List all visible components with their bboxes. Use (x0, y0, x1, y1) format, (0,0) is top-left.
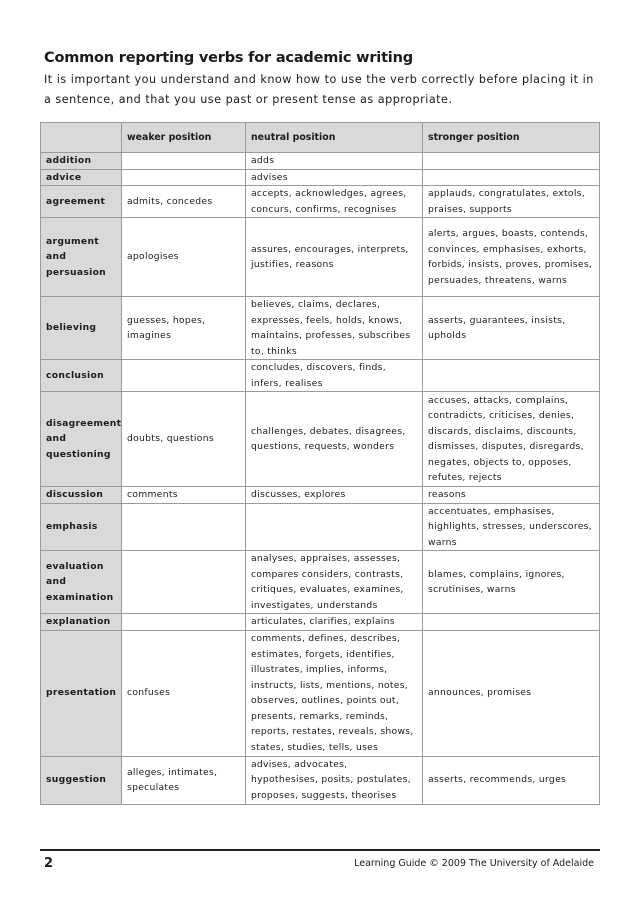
category-cell: suggestion (41, 756, 122, 804)
table-row (41, 614, 600, 631)
footer-divider (40, 849, 600, 851)
stronger-cell: blames, complains, ignores, scrutinises, warns (423, 551, 600, 614)
category-cell: conclusion (41, 360, 122, 392)
weaker-cell: apologises (122, 218, 246, 297)
neutral-cell: advises, advocates, hypothesises, posits, postulates, proposes, suggests, theorises (246, 756, 423, 804)
neutral-cell: challenges, debates, disagrees, questions, requests, wonders (246, 392, 423, 487)
stronger-cell: accentuates, emphasises, highlights, stresses, underscores, warns (423, 503, 600, 551)
category-cell: agreement (41, 186, 122, 218)
category-cell: advice (41, 169, 122, 186)
neutral-cell (246, 503, 423, 551)
stronger-cell: asserts, recommends, urges (423, 756, 600, 804)
category-cell: presentation (41, 630, 122, 756)
neutral-cell: discusses, explores (246, 487, 423, 504)
weaker-cell (122, 503, 246, 551)
neutral-cell: assures, encourages, interprets, justifies, reasons (246, 218, 423, 297)
table-row (41, 487, 600, 504)
neutral-cell: articulates, clarifies, explains (246, 614, 423, 631)
stronger-cell (423, 153, 600, 170)
stronger-cell (423, 614, 600, 631)
neutral-cell: advises (246, 169, 423, 186)
neutral-cell: accepts, acknowledges, agrees, concurs, confirms, recognises (246, 186, 423, 218)
table-header-row (41, 123, 600, 153)
header-stronger: stronger position (423, 123, 600, 153)
category-cell: evaluation and examination (41, 551, 122, 614)
stronger-cell: accuses, attacks, complains, contradicts, criticises, denies, discards, disclaims, discounts, dismisses, disputes, disregards, negates, objects to, opposes, refutes, rejects (423, 392, 600, 487)
neutral-cell: analyses, appraises, assesses, compares considers, contrasts, critiques, evaluates, examines, investigates, understands (246, 551, 423, 614)
neutral-cell: adds (246, 153, 423, 170)
weaker-cell (122, 169, 246, 186)
table-row (41, 756, 600, 804)
footer-credit: Learning Guide © 2009 The University of Adelaide (354, 858, 594, 869)
header-category (41, 123, 122, 153)
reporting-verbs-table (40, 122, 600, 805)
weaker-cell (122, 360, 246, 392)
category-cell: emphasis (41, 503, 122, 551)
table-row (41, 153, 600, 170)
table-row (41, 551, 600, 614)
stronger-cell: alerts, argues, boasts, contends, convinces, emphasises, exhorts, forbids, insists, proves, promises, persuades, threatens, warns (423, 218, 600, 297)
category-cell: believing (41, 297, 122, 360)
weaker-cell: admits, concedes (122, 186, 246, 218)
table-row (41, 186, 600, 218)
stronger-cell: asserts, guarantees, insists, upholds (423, 297, 600, 360)
category-cell: argument and persuasion (41, 218, 122, 297)
stronger-cell: applauds, congratulates, extols, praises, supports (423, 186, 600, 218)
header-weaker: weaker position (122, 123, 246, 153)
table-row (41, 360, 600, 392)
weaker-cell: comments (122, 487, 246, 504)
table-row (41, 392, 600, 487)
weaker-cell (122, 153, 246, 170)
neutral-cell: concludes, discovers, finds, infers, realises (246, 360, 423, 392)
weaker-cell (122, 551, 246, 614)
category-cell: explanation (41, 614, 122, 631)
neutral-cell: believes, claims, declares, expresses, feels, holds, knows, maintains, professes, subscribes to, thinks (246, 297, 423, 360)
table-row (41, 218, 600, 297)
page-number: 2 (44, 856, 54, 871)
intro-paragraph: It is important you understand and know how to use the verb correctly before placing it in a sentence, and that you use past or present tense as appropriate. (44, 73, 594, 106)
header-neutral: neutral position (246, 123, 423, 153)
stronger-cell: announces, promises (423, 630, 600, 756)
weaker-cell (122, 614, 246, 631)
page-title: Common reporting verbs for academic writing (44, 50, 413, 66)
table-row (41, 169, 600, 186)
stronger-cell (423, 360, 600, 392)
neutral-cell: comments, defines, describes, estimates, forgets, identifies, illustrates, implies, informs, instructs, lists, mentions, notes, observes, outlines, points out, presents, remarks, reminds, reports, restates, reveals, shows, states, studies, tells, uses (246, 630, 423, 756)
weaker-cell: doubts, questions (122, 392, 246, 487)
table-row (41, 630, 600, 756)
weaker-cell: confuses (122, 630, 246, 756)
stronger-cell: reasons (423, 487, 600, 504)
category-cell: addition (41, 153, 122, 170)
table-row (41, 503, 600, 551)
table-row (41, 297, 600, 360)
weaker-cell: guesses, hopes, imagines (122, 297, 246, 360)
weaker-cell: alleges, intimates, speculates (122, 756, 246, 804)
category-cell: disagreement and questioning (41, 392, 122, 487)
stronger-cell (423, 169, 600, 186)
category-cell: discussion (41, 487, 122, 504)
